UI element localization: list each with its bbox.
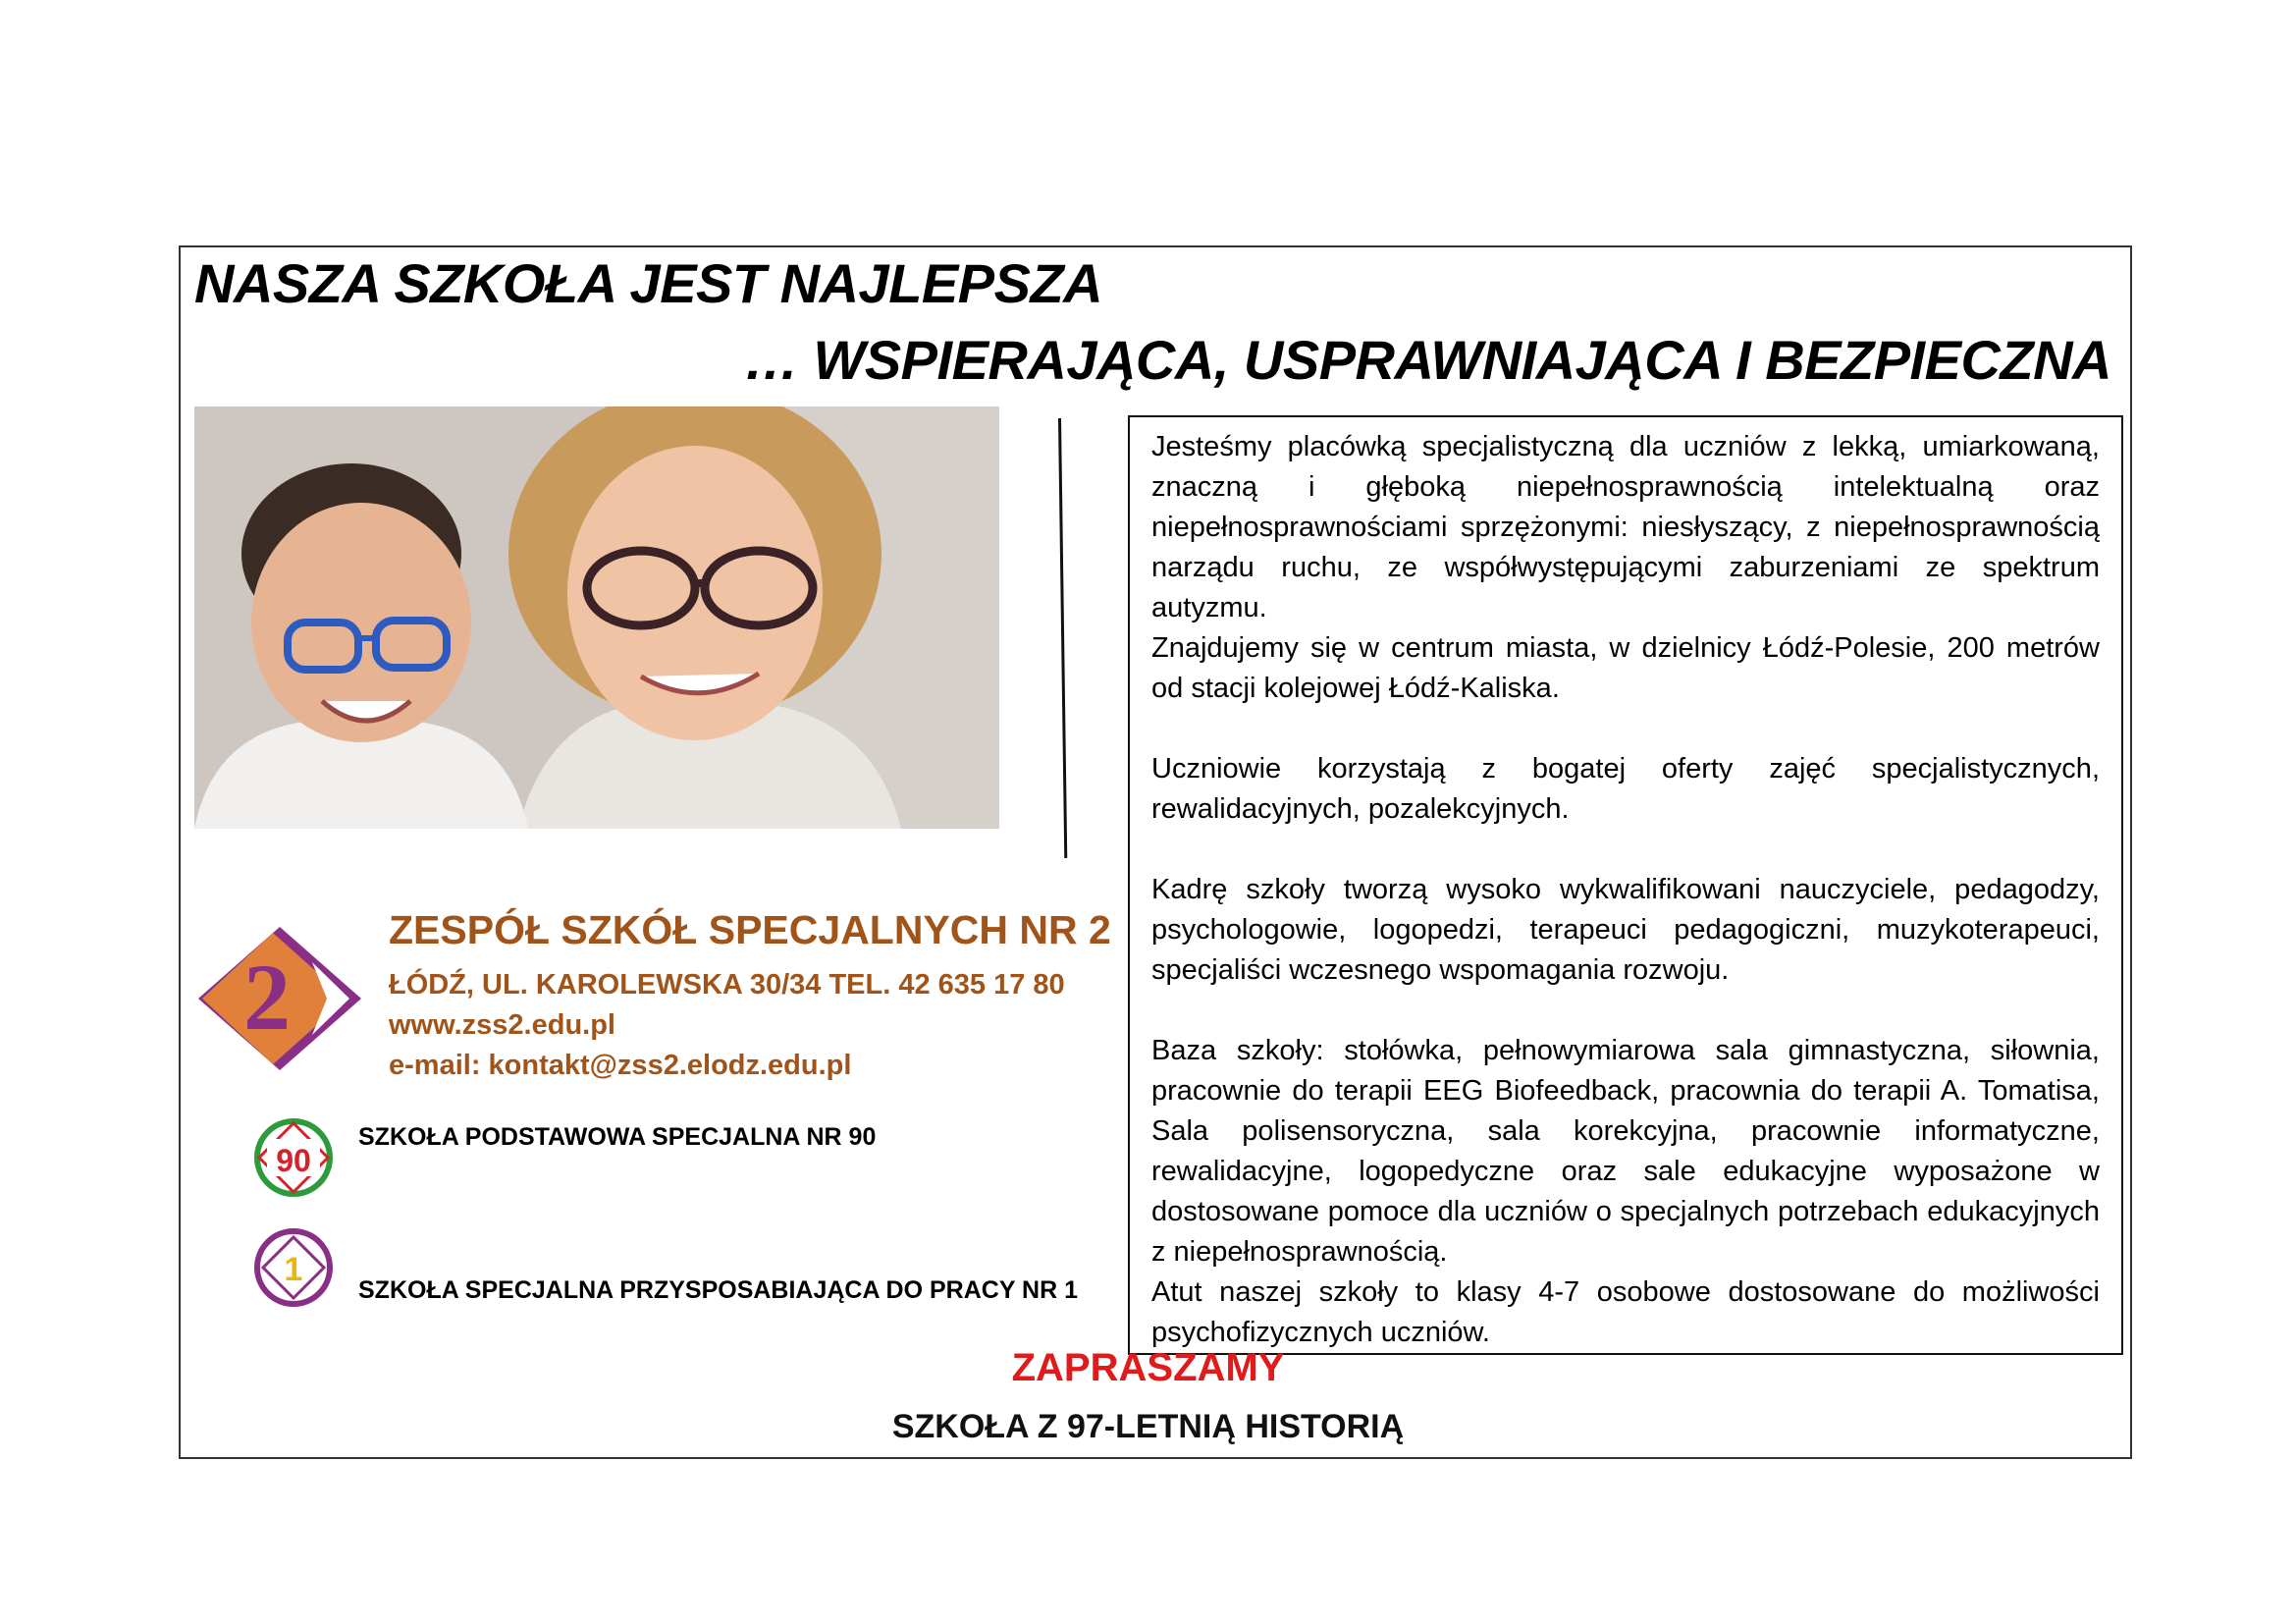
info-paragraph-profile: Jesteśmy placówką specjalistyczną dla uczniów z lekką, umiarkowaną, znaczną i głęboką niepełnosprawnością intelektualną oraz niepełnosprawnościami sprzężonymi: niesłyszący, z niepełnosprawnością narządu ruchu, ze współwystępującymi zaburzeniami ze spektrum autyzmu. xyxy=(1151,431,2100,623)
headline-line-1: NASZA SZKOŁA JEST NAJLEPSZA xyxy=(194,252,1103,314)
info-paragraph-staff: Kadrę szkoły tworzą wysoko wykwalifikowani nauczyciele, pedagodzy, psychologowie, logopedzi, terapeuci pedagogiczni, muzykoterapeuci, specjaliści wczesnego wspomagania rozwoju. xyxy=(1151,874,2100,986)
school-address: ŁÓDŹ, UL. KAROLEWSKA 30/34 TEL. 42 635 17 80 xyxy=(389,969,1065,1001)
school-info-box xyxy=(1128,415,2123,1355)
children-photo xyxy=(194,406,999,829)
info-paragraph-location: Znajdujemy się w centrum miasta, w dzielnicy Łódź-Polesie, 200 metrów od stacji kolejowej Łódź-Kaliska. xyxy=(1151,632,2100,704)
school-1-badge xyxy=(253,1227,334,1308)
school-name: ZESPÓŁ SZKÓŁ SPECJALNYCH NR 2 xyxy=(389,907,1111,952)
info-paragraph-class-size: Atut naszej szkoły to klasy 4-7 osobowe dostosowane do możliwości psychofizycznych uczniów. xyxy=(1151,1276,2100,1348)
info-paragraph-facilities: Baza szkoły: stołówka, pełnowymiarowa sala gimnastyczna, siłownia, pracownie do terapii EEG Biofeedback, pracownia do terapii A. Tomatisa, Sala polisensoryczna, sala korekcyjna, pracownie informatyczne, rewalidacyjne, logopedyczne oraz sale edukacyjne wyposażone w dostosowane pomoce dla uczniów o specjalnych potrzebach edukacyjnych z niepełnosprawnością. xyxy=(1151,1035,2100,1268)
headline-line-2: … WSPIERAJĄCA, USPRAWNIAJĄCA I BEZPIECZNA xyxy=(743,329,2111,391)
school-logo xyxy=(194,923,366,1075)
school-website[interactable]: www.zss2.edu.pl xyxy=(389,1009,615,1041)
school-90-badge-number: 90 xyxy=(276,1143,311,1178)
school-1-label: SZKOŁA SPECJALNA PRZYSPOSABIAJĄCA DO PRACY NR 1 xyxy=(358,1276,1078,1304)
school-90-badge xyxy=(253,1117,334,1198)
school-email[interactable]: e-mail: kontakt@zss2.elodz.edu.pl xyxy=(389,1050,852,1081)
history-tagline: SZKOŁA Z 97-LETNIĄ HISTORIĄ xyxy=(891,1408,1405,1445)
school-logo-number: 2 xyxy=(243,945,291,1050)
info-paragraph-offer: Uczniowie korzystają z bogatej oferty zajęć specjalistycznych, rewalidacyjnych, pozalekcyjnych. xyxy=(1151,753,2100,825)
invite-heading: ZAPRASZAMY xyxy=(1011,1346,1285,1389)
school-1-badge-number: 1 xyxy=(284,1251,303,1288)
school-90-label: SZKOŁA PODSTAWOWA SPECJALNA NR 90 xyxy=(358,1123,877,1151)
